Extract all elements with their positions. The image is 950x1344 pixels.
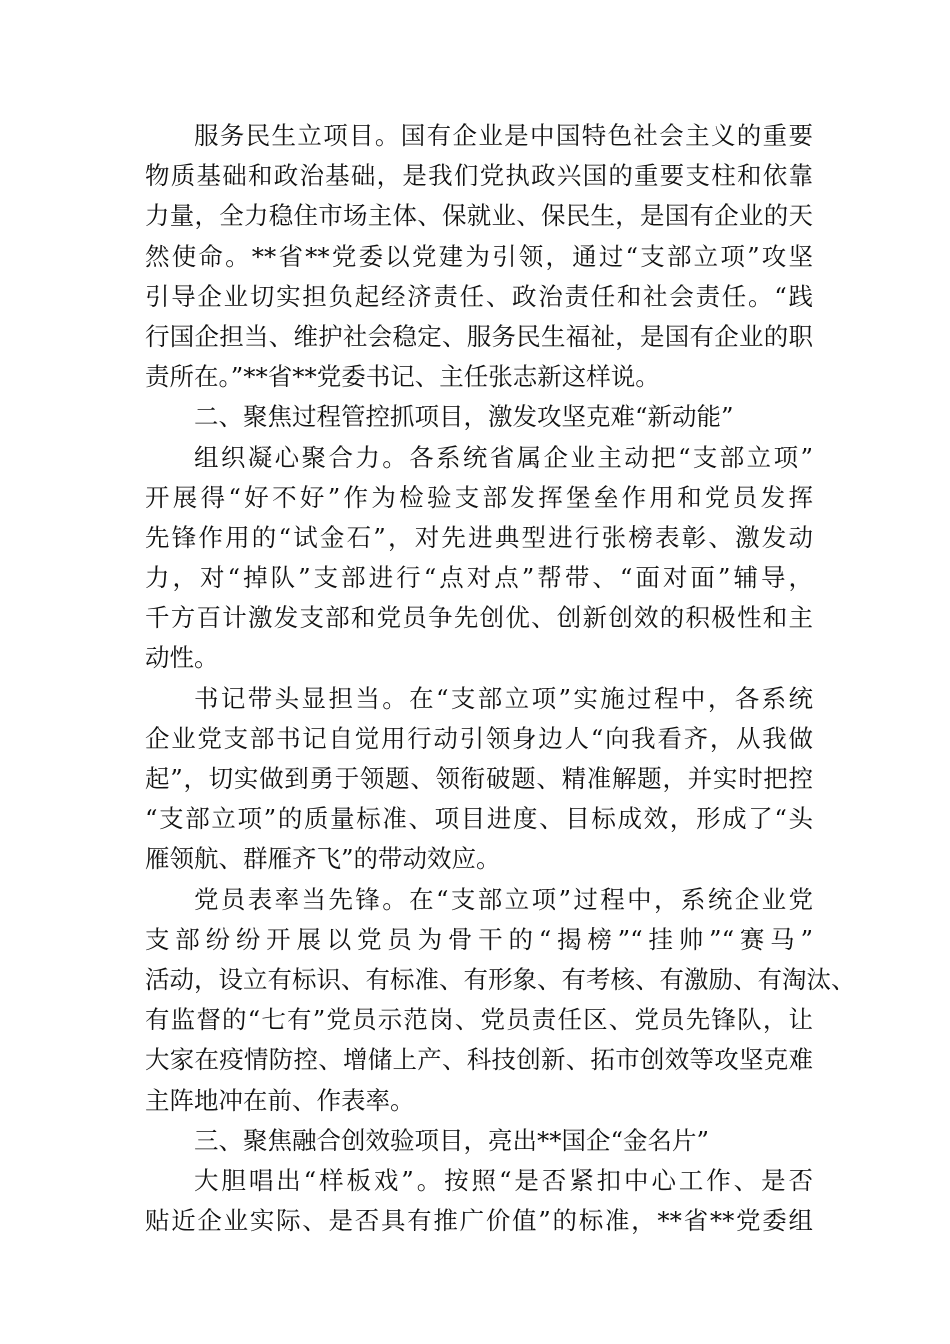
text-line: 组织凝心聚合力。各系统省属企业主动把“支部立项” [194,442,813,472]
text-line: 大胆唱出“样板戏”。按照“是否紧扣中心工作、是否 [194,1165,813,1195]
text-line: 先锋作用的“试金石”，对先进典型进行张榜表彰、激发动 [145,522,813,552]
text-line: 大家在疫情防控、增储上产、科技创新、拓市创效等攻坚克难 [145,1045,813,1075]
text-line: 然使命。**省**党委以党建为引领，通过“支部立项”攻坚 [145,241,813,271]
text-line: 服务民生立项目。国有企业是中国特色社会主义的重要 [194,121,813,150]
text-line: 动性。 [145,643,219,673]
text-line: 千方百计激发支部和党员争先创优、创新创效的积极性和主 [145,603,813,633]
text-line: 支部纷纷开展以党员为骨干的“揭榜”“挂帅”“赛马” [145,924,813,954]
text-line: 党员表率当先锋。在“支部立项”过程中，系统企业党 [194,884,813,914]
text-line: 行国企担当、维护社会稳定、服务民生福祉，是国有企业的职 [145,321,813,351]
text-line: 贴近企业实际、是否具有推广价值”的标准，**省**党委组 [145,1206,813,1236]
text-line: “支部立项”的质量标准、项目进度、目标成效，形成了“头 [145,804,813,834]
text-line: 企业党支部书记自觉用行动引领身边人“向我看齐，从我做 [145,723,813,753]
text-line: 书记带头显担当。在“支部立项”实施过程中，各系统 [194,683,813,713]
document-body [145,116,856,1241]
text-line: 二、聚焦过程管控抓项目，激发攻坚克难“新动能” [194,402,734,432]
text-line: 活动，设立有标识、有标准、有形象、有考核、有激励、有淘汰、 [145,964,856,994]
text-line: 物质基础和政治基础，是我们党执政兴国的重要支柱和依靠 [145,161,813,191]
text-line: 有监督的“七有”党员示范岗、党员责任区、党员先锋队，让 [145,1005,813,1035]
text-line: 主阵地冲在前、作表率。 [145,1085,415,1115]
text-line: 引导企业切实担负起经济责任、政治责任和社会责任。“践 [145,281,813,311]
text-line: 起”，切实做到勇于领题、领衔破题、精准解题，并实时把控 [145,764,813,793]
text-line: 开展得“好不好”作为检验支部发挥堡垒作用和党员发挥 [145,482,813,512]
text-line: 雁领航、群雁齐飞”的带动效应。 [145,844,501,874]
text-line: 力，对“掉队”支部进行“点对点”帮带、“面对面”辅导， [145,563,813,593]
text-line: 三、聚焦融合创效验项目，亮出**国企“金名片” [194,1125,710,1155]
text-line: 力量，全力稳住市场主体、保就业、保民生，是国有企业的天 [145,201,813,231]
text-line: 责所在。”**省**党委书记、主任张志新这样说。 [145,362,660,392]
